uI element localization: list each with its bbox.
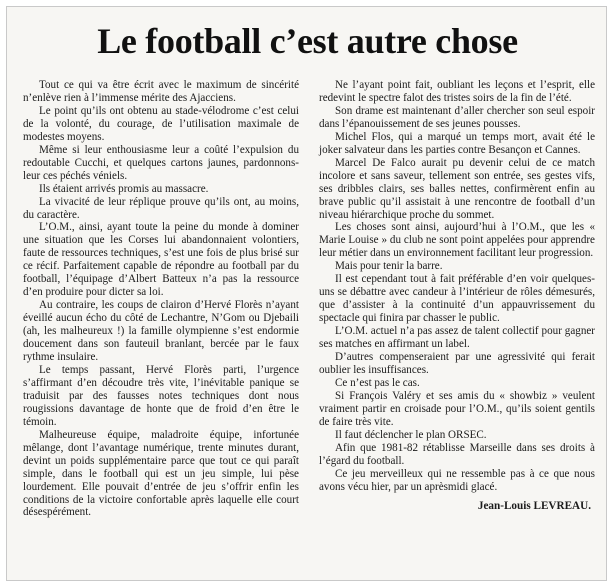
paragraph: Il faut déclencher le plan ORSEC. [335, 428, 487, 441]
paragraph: Ce n’est pas le cas. [335, 376, 420, 389]
paragraph: Même si leur enthousiasme leur a coûté l’expulsion du redoutable Cucchi, et quelques cartons jaunes, pardonnons-leur ces péchés véniels. [23, 143, 299, 182]
paragraph: D’autres compenseraient par une agressivité qui ferait oublier les insuffisances. [319, 351, 595, 376]
paragraph: Afin que 1981-82 rétablisse Marseille dans ses droits à l’égard du football. [319, 441, 595, 467]
paragraph: Ne l’ayant point fait, oubliant les leçons et l’esprit, elle redevint le spectre falot des tristes soirs de la fin de l’été. [319, 79, 595, 104]
paragraph: Si François Valéry et ses amis du « showbiz » veulent vraiment partir en croisade pour l’O.M., qu’ils soient gentils de faire très vite. [319, 389, 595, 428]
paragraph: Il est cependant tout à fait préférable d’en voir quelques-uns se débattre avec candeur à l’intérieur de rôles démesurés, que d’assister à la continuité d’un appauvrissement du spectacle qui finira par chasser le public. [319, 273, 595, 325]
paragraph: L’O.M. actuel n’a pas assez de talent collectif pour gagner ses matches en affirmant un label. [319, 325, 595, 351]
paragraph: Ce jeu merveilleux qui ne ressemble pas à ce que nous avons vécu hier, par un aprèsmidi glacé. [319, 467, 595, 493]
paragraph: Les choses sont ainsi, aujourd’hui à l’O.M., que les « Marie Louise » du club ne sont point appelées pour apprendre leur métier dans un environnement facilitant leur progression. [319, 221, 595, 260]
paragraph: Michel Flos, qui a marqué un temps mort, avait été le joker salvateur dans les parties contre Besançon et Cannes. [319, 130, 595, 156]
paragraph: Mais pour tenir la barre. [335, 260, 443, 273]
article-column-right [319, 79, 595, 512]
article-headline: Le football c’est autre chose [97, 21, 518, 61]
paragraph: Marcel De Falco aurait pu devenir celui de ce match incolore et sans saveur, tellement son entrée, ses gestes vifs, ses dribbles clairs, ses balles nettes, confirmèrent enfin au brave public qu’il assistait à une rencontre de football d’un niveau hiérarchique proche du sommet. [319, 156, 595, 221]
newspaper-clipping [6, 6, 607, 581]
paragraph: Le point qu’ils ont obtenu au stade-vélodrome c’est celui de la volonté, du courage, de l’utilisation maximale de modestes moyens. [23, 104, 299, 143]
paragraph: Au contraire, les coups de clairon d’Hervé Florès n’ayant éveillé aucun écho du côté de Lechantre, N’Gom ou Djebaili (ah, les malheureux !) la famille olympienne s’est endormie doucement dans son fauteuil branlant, bercée par le faux rythme insulaire. [23, 299, 299, 364]
author-byline: Jean-Louis LEVREAU. [477, 499, 591, 512]
paragraph: La vivacité de leur réplique prouve qu’ils ont, au moins, du caractère. [23, 195, 299, 221]
article-column-left [23, 79, 299, 519]
paragraph: L’O.M., ainsi, ayant toute la peine du monde à dominer une situation que les Corses lui abandonnaient volontiers, faute de ressources techniques, s’est une fois de plus brisé sur ce récif. Parfaitement capable de répondre au football par du football, l’équipage d’Albert Batteux n’a pas la ressource d’en produire pour dicter sa loi. [23, 221, 299, 299]
paragraph: Son drame est maintenant d’aller chercher son seul espoir dans l’épanouissement de ses jeunes pousses. [319, 104, 595, 130]
paragraph: Le temps passant, Hervé Florès parti, l’urgence s’affirmant d’en découdre très vite, l’inévitable panique se traduisit par des fausses notes techniques dont nous rougissions davantage de honte que de froid d’en être le témoin. [23, 363, 299, 428]
paragraph: Ils étaient arrivés promis au massacre. [39, 182, 209, 195]
paragraph: Malheureuse équipe, maladroite équipe, infortunée mêlange, dont l’avantage numérique, trente minutes durant, devint un poids supplémentaire parce que tout ce qui paraît simple, dans le football qui est un jeu simple, lui pèse lourdement. Elle pouvait d’entrée de jeu s’offrir enfin les conditions de la victoire confortable après laquelle elle court désespérément. [23, 428, 299, 519]
paragraph: Tout ce qui va être écrit avec le maximum de sincérité n’enlève rien à l’immense mérite des Ajacciens. [23, 79, 299, 104]
